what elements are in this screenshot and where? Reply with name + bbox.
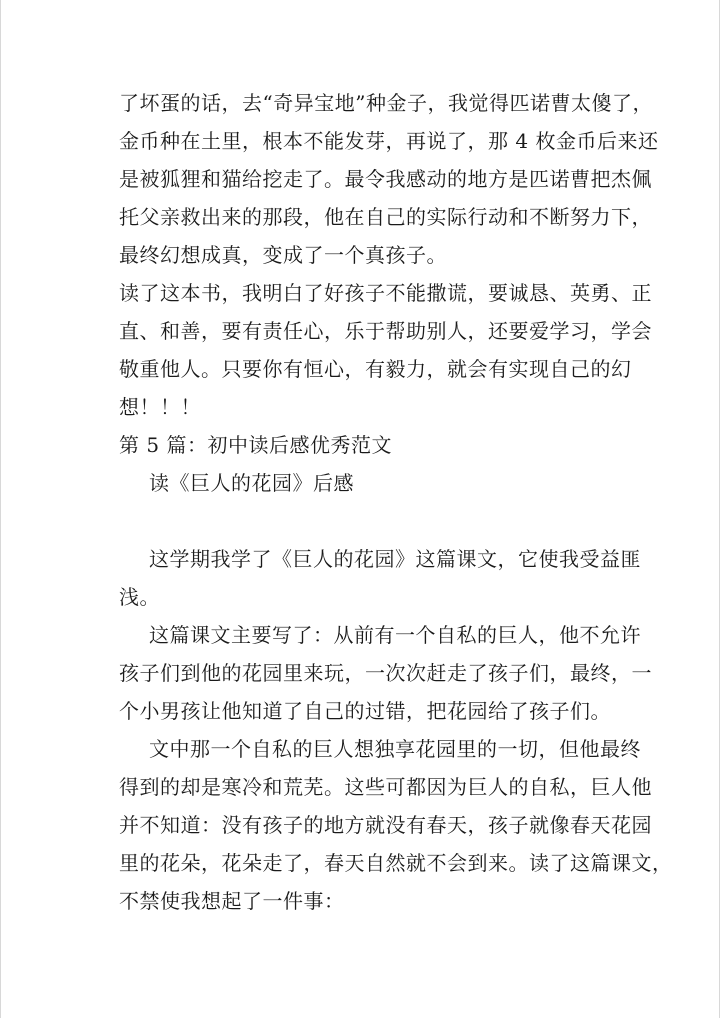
paragraph-2 — [119, 274, 652, 426]
text-line: 读了这本书，我明白了好孩子不能撒谎，要诚恳、英勇、正 — [119, 281, 652, 305]
text-line: 得到的却是寒冷和荒芜。这些可都因为巨人的自私，巨人他 — [119, 775, 652, 799]
text-line: 里的花朵，花朵走了，春天自然就不会到来。读了这篇课文， — [119, 851, 673, 875]
blank-line — [119, 502, 617, 540]
text-line: 不禁使我想起了一件事： — [119, 889, 345, 913]
text-line: 直、和善，要有责任心，乐于帮助别人，还要爱学习，学会 — [119, 319, 652, 343]
text-line: 敬重他人。只要你有恒心，有毅力，就会有实现自己的幻 — [119, 357, 632, 381]
paragraph-4 — [119, 616, 652, 730]
text-line: 想！！！ — [119, 395, 201, 419]
text-line: 文中那一个自私的巨人想独享花园里的一切，但他最终 — [149, 737, 641, 761]
text-line: 是被狐狸和猫给挖走了。最令我感动的地方是匹诺曹把杰佩 — [119, 167, 652, 191]
text-line: 这篇课文主要写了：从前有一个自私的巨人，他不允许 — [149, 623, 641, 647]
text-line: 金币种在土里，根本不能发芽，再说了，那 4 枚金币后来还 — [119, 129, 659, 153]
text-line: 孩子们到他的花园里来玩，一次次赶走了孩子们，最终，一 — [119, 661, 652, 685]
section-heading: 第 5 篇：初中读后感优秀范文 — [119, 433, 392, 457]
text-line: 浅。 — [119, 585, 160, 609]
text-line: 这学期我学了《巨人的花园》这篇课文，它使我受益匪 — [149, 547, 641, 571]
text-line: 最终幻想成真，变成了一个真孩子。 — [119, 243, 447, 267]
text-line: 托父亲救出来的那段，他在自己的实际行动和不断努力下， — [119, 205, 652, 229]
text-line: 了坏蛋的话，去“奇异宝地”种金子，我觉得匹诺曹太傻了， — [119, 91, 653, 115]
document-body — [119, 84, 673, 920]
paragraph-3 — [119, 540, 641, 616]
paragraph-5 — [119, 730, 673, 920]
paragraph-1 — [119, 84, 659, 274]
text-line: 并不知道：没有孩子的地方就没有春天，孩子就像春天花园 — [119, 813, 652, 837]
essay-title: 读《巨人的花园》后感 — [149, 471, 354, 495]
text-line: 个小男孩让他知道了自己的过错，把花园给了孩子们。 — [119, 699, 611, 723]
